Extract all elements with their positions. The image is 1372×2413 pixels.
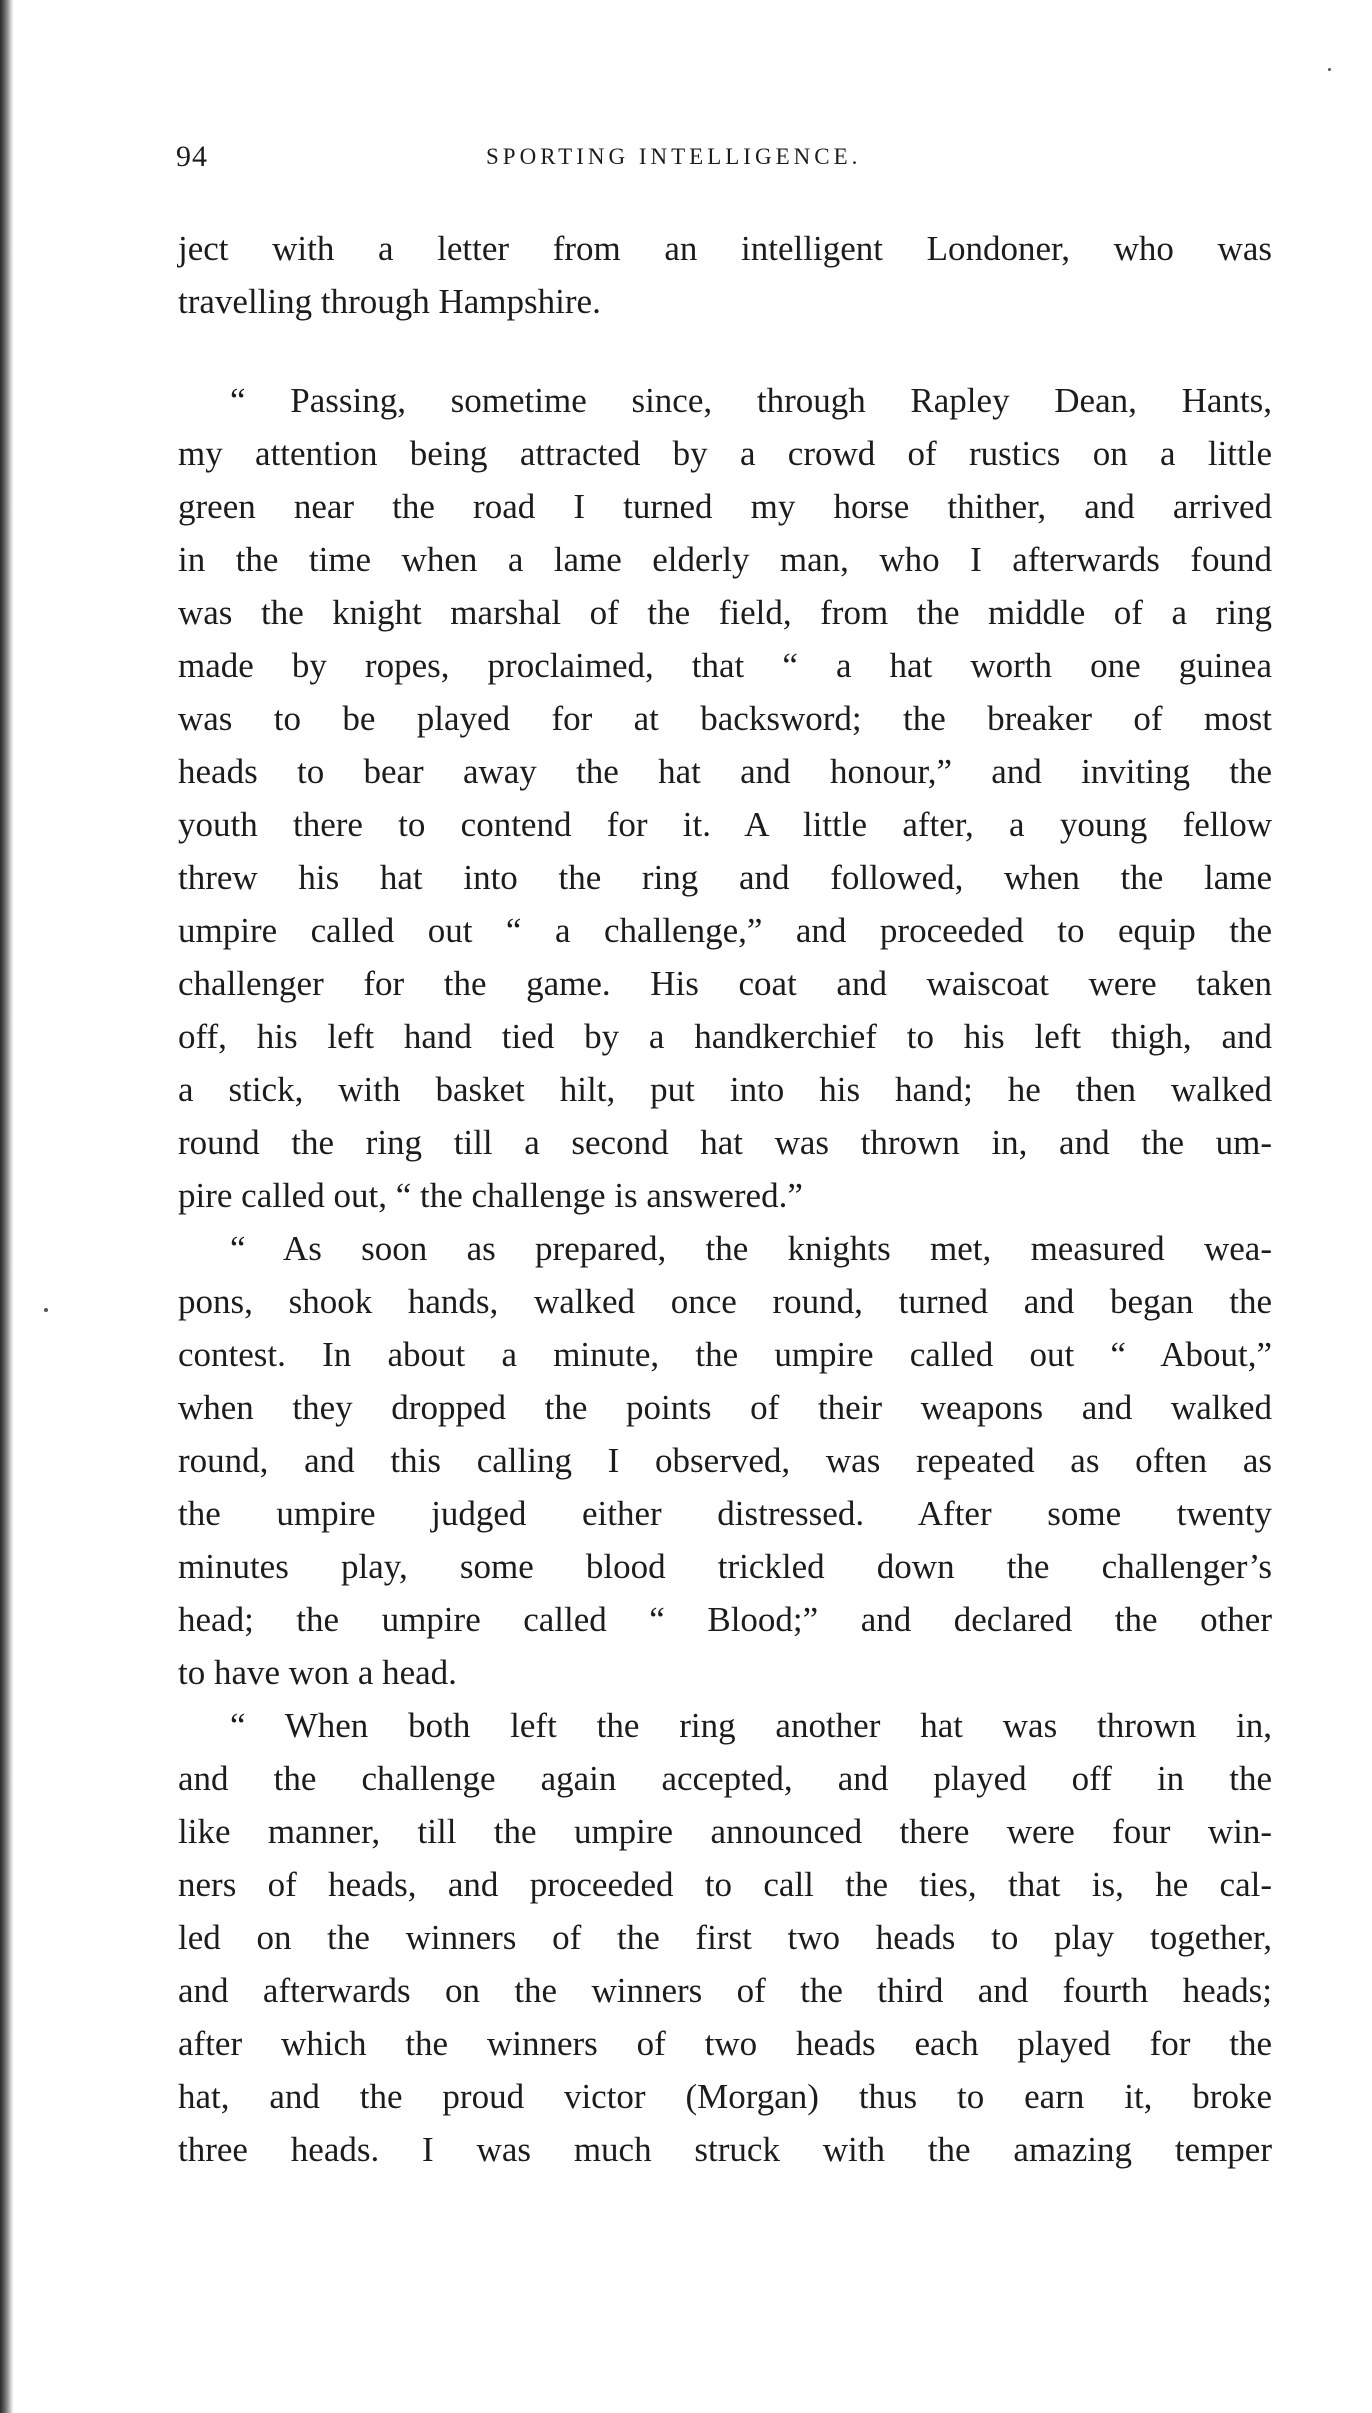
text-line: green near the road I turned my horse thither, and arrived [178, 487, 1272, 526]
text-line: minutes play, some blood trickled down the challenger’s [178, 1547, 1272, 1586]
text-line: contest. In about a minute, the umpire called out “ About,” [178, 1335, 1272, 1374]
text-line: threw his hat into the ring and followed, when the lame [178, 858, 1272, 897]
text-line: heads to bear away the hat and honour,” and inviting the [178, 752, 1272, 791]
text-line: to have won a head. [178, 1653, 457, 1692]
text-line: round, and this calling I observed, was repeated as often as [178, 1441, 1272, 1480]
text-line: when they dropped the points of their weapons and walked [178, 1388, 1272, 1427]
text-line: “ When both left the ring another hat was thrown in, [230, 1706, 1272, 1745]
text-line: round the ring till a second hat was thrown in, and the um- [178, 1123, 1272, 1162]
text-line: and the challenge again accepted, and played off in the [178, 1759, 1272, 1798]
text-line: my attention being attracted by a crowd of rustics on a little [178, 434, 1272, 473]
text-line: after which the winners of two heads each played for the [178, 2024, 1272, 2063]
text-line: umpire called out “ a challenge,” and proceeded to equip the [178, 911, 1272, 950]
page-number: 94 [176, 140, 208, 173]
text-line: the umpire judged either distressed. After some twenty [178, 1494, 1272, 1533]
paragraph-gap [178, 328, 1272, 374]
text-line: like manner, till the umpire announced there were four win- [178, 1812, 1272, 1851]
ink-speck [44, 1308, 48, 1312]
text-line: youth there to contend for it. A little after, a young fellow [178, 805, 1272, 844]
text-line: “ Passing, sometime since, through Rapley Dean, Hants, [230, 381, 1272, 420]
text-line: challenger for the game. His coat and waiscoat were taken [178, 964, 1272, 1003]
text-line: was the knight marshal of the field, from the middle of a ring [178, 593, 1272, 632]
text-line: ject with a letter from an intelligent Londoner, who was [178, 229, 1272, 268]
text-line: travelling through Hampshire. [178, 282, 601, 321]
body-text [178, 222, 1272, 2176]
text-line: a stick, with basket hilt, put into his hand; he then walked [178, 1070, 1272, 1109]
text-line: off, his left hand tied by a handkerchief to his left thigh, and [178, 1017, 1272, 1056]
text-line: three heads. I was much struck with the amazing temper [178, 2130, 1272, 2169]
text-line: pire called out, “ the challenge is answered.” [178, 1176, 803, 1215]
page-header [176, 140, 1276, 180]
text-line: led on the winners of the first two heads to play together, [178, 1918, 1272, 1957]
text-line: ners of heads, and proceeded to call the ties, that is, he cal- [178, 1865, 1272, 1904]
text-line: head; the umpire called “ Blood;” and declared the other [178, 1600, 1272, 1639]
text-line: was to be played for at backsword; the breaker of most [178, 699, 1272, 738]
running-head: SPORTING INTELLIGENCE. [486, 144, 862, 169]
text-line: “ As soon as prepared, the knights met, measured wea- [230, 1229, 1272, 1268]
page-binding-edge [0, 0, 14, 2413]
text-line: made by ropes, proclaimed, that “ a hat worth one guinea [178, 646, 1272, 685]
ink-speck [1328, 68, 1331, 71]
text-line: pons, shook hands, walked once round, turned and began the [178, 1282, 1272, 1321]
text-line: in the time when a lame elderly man, who I afterwards found [178, 540, 1272, 579]
text-line: and afterwards on the winners of the third and fourth heads; [178, 1971, 1272, 2010]
text-line: hat, and the proud victor (Morgan) thus to earn it, broke [178, 2077, 1272, 2116]
